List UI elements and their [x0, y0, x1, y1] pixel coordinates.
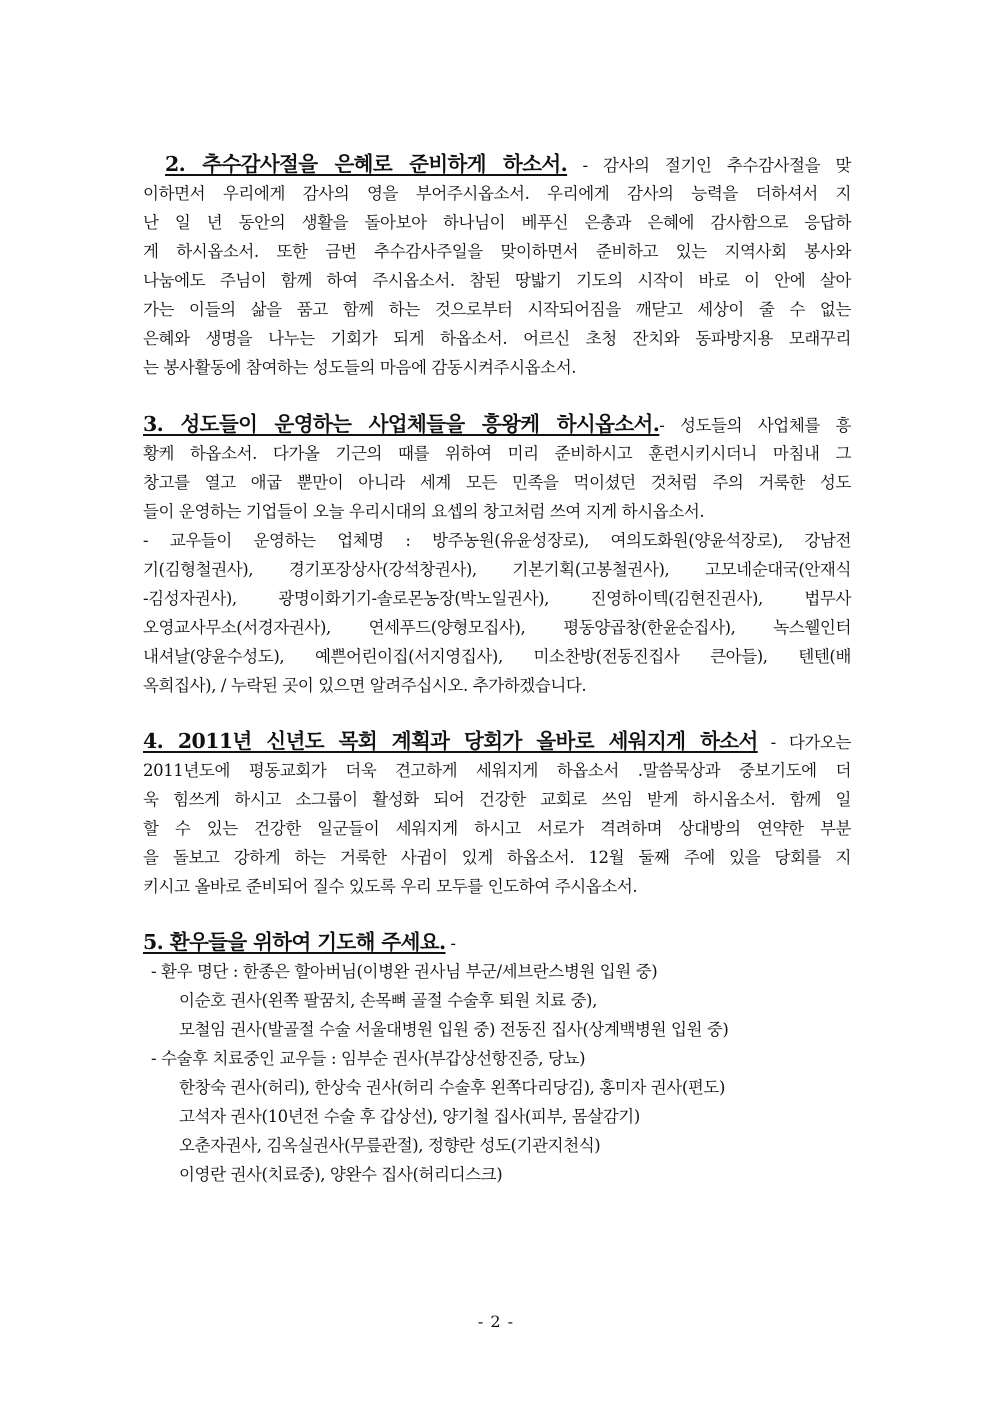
text-line: 창고를 열고 애굽 뿐만이 아니라 세계 모든 민족을 먹이셨던 것처럼 주의 거룩한 성도 [143, 473, 851, 492]
list-item: 모철임 권사(발골절 수술 서울대병원 입원 중) 전동진 집사(상계백병원 입원 중) [179, 1020, 729, 1039]
text-line: 을 돌보고 강하게 하는 거룩한 사귐이 있게 하옵소서. 12월 둘째 주에 있을 당회를 지 [143, 848, 851, 867]
text-line: 황케 하옵소서. 다가올 기근의 때를 위하여 미리 준비하시고 훈련시키시더니 마침내 그 [143, 444, 851, 463]
text-line: 할 수 있는 건강한 일군들이 세워지게 하시고 서로가 격려하며 상대방의 연약한 부분 [143, 819, 851, 838]
text-line: 이하면서 우리에게 감사의 영을 부어주시옵소서. 우리에게 감사의 능력을 더하셔서 지 [143, 184, 851, 203]
text-line: 내셔날(양윤수성도), 예쁜어린이집(서지영집사), 미소찬방(전동진집사 큰아들), 텐텐(배 [143, 647, 851, 666]
text-line: 4. 2011년 신년도 목회 계획과 당회가 올바로 세워지게 하소서 - 다가오는 [143, 729, 851, 753]
text-line: 욱 힘쓰게 하시고 소그룹이 활성화 되어 건강한 교회로 쓰임 받게 하시옵소서. 함께 일 [143, 790, 851, 809]
section-prayer-patients [143, 928, 863, 1189]
list-item: 이순호 권사(왼쪽 팔꿈치, 손목뼈 골절 수술후 퇴원 치료 중), [179, 991, 597, 1010]
text-line: 기(김형철권사), 경기포장상사(강석창권사), 기본기획(고봉철권사), 고모네순대국(안재식 [143, 560, 851, 579]
text-line: 나눔에도 주님이 함께 하여 주시옵소서. 참된 땅밟기 기도의 시작이 바로 이 안에 살아 [143, 271, 851, 290]
list-item: - 환우 명단 : 한종은 할아버님(이병완 권사님 부군/세브란스병원 입원 중) [151, 962, 658, 981]
text-line: 키시고 올바로 준비되어 질수 있도록 우리 모두를 인도하여 주시옵소서. [143, 877, 638, 896]
text-line: 오영교사무소(서경자권사), 연세푸드(양형모집사), 평동양곱창(한윤순집사), 녹스웰인터 [143, 618, 851, 637]
text-line: - 교우들이 운영하는 업체명 : 방주농원(유윤성장로), 여의도화원(양윤석장로), 강남전 [143, 531, 851, 550]
list-item: 한창숙 권사(허리), 한상숙 권사(허리 수술후 왼쪽다리당김), 홍미자 권사(편도) [179, 1078, 725, 1097]
text-line: 5. 환우들을 위하여 기도해 주세요. - [143, 930, 456, 954]
list-item: 고석자 권사(10년전 수술 후 갑상선), 양기철 집사(피부, 몸살감기) [179, 1107, 640, 1126]
section-church-plan [143, 727, 851, 901]
section-heading: 2. 추수감사절을 은혜로 준비하게 하소서. [165, 152, 568, 176]
text-line: 는 봉사활동에 참여하는 성도들의 마음에 감동시켜주시옵소서. [143, 358, 577, 377]
text-line: 옥희집사), / 누락된 곳이 있으면 알려주십시오. 추가하겠습니다. [143, 676, 587, 695]
list-item: - 수술후 치료중인 교우들 : 임부순 권사(부갑상선항진증, 당뇨) [151, 1049, 586, 1068]
text-line: 2011년도에 평동교회가 더욱 견고하게 세워지게 하옵소서 .말씀묵상과 중보기도에 더 [143, 761, 851, 780]
text-line: 들이 운영하는 기업들이 오늘 우리시대의 요셉의 창고처럼 쓰여 지게 하시옵소서. [143, 502, 705, 521]
list-item: 이영란 권사(치료중), 양완수 집사(허리디스크) [179, 1165, 503, 1184]
text-line: 3. 성도들이 운영하는 사업체들을 흥왕케 하시옵소서.- 성도들의 사업체를 흥 [143, 412, 851, 436]
text-line: -김성자권사), 광명이화기기-솔로몬농장(박노일권사), 진영하이텍(김현진권사), 법무사 [143, 589, 851, 608]
text-line: 은혜와 생명을 나누는 기회가 되게 하옵소서. 어르신 초청 잔치와 동파방지용 모래꾸리 [143, 329, 851, 348]
section-heading: 4. 2011년 신년도 목회 계획과 당회가 올바로 세워지게 하소서 [143, 729, 758, 753]
text-line: 게 하시옵소서. 또한 금번 추수감사주일을 맞이하면서 준비하고 있는 지역사회 봉사와 [143, 242, 851, 261]
text-line: 난 일 년 동안의 생활을 돌아보아 하나님이 베푸신 은총과 은혜에 감사함으로 응답하 [143, 213, 851, 232]
section-thanksgiving [143, 150, 851, 382]
section-heading: 5. 환우들을 위하여 기도해 주세요. [143, 930, 446, 954]
page-number: - 2 - [477, 1312, 515, 1331]
section-heading: 3. 성도들이 운영하는 사업체들을 흥왕케 하시옵소서. [143, 412, 660, 436]
text-line: 가는 이들의 삶을 품고 함께 하는 것으로부터 시작되어짐을 깨닫고 세상이 줄 수 없는 [143, 300, 851, 319]
text-line: 2. 추수감사절을 은혜로 준비하게 하소서. - 감사의 절기인 추수감사절을 맞 [165, 152, 851, 176]
section-businesses [143, 410, 851, 700]
list-item: 오춘자권사, 김옥실권사(무릎관절), 정향란 성도(기관지천식) [179, 1136, 601, 1155]
